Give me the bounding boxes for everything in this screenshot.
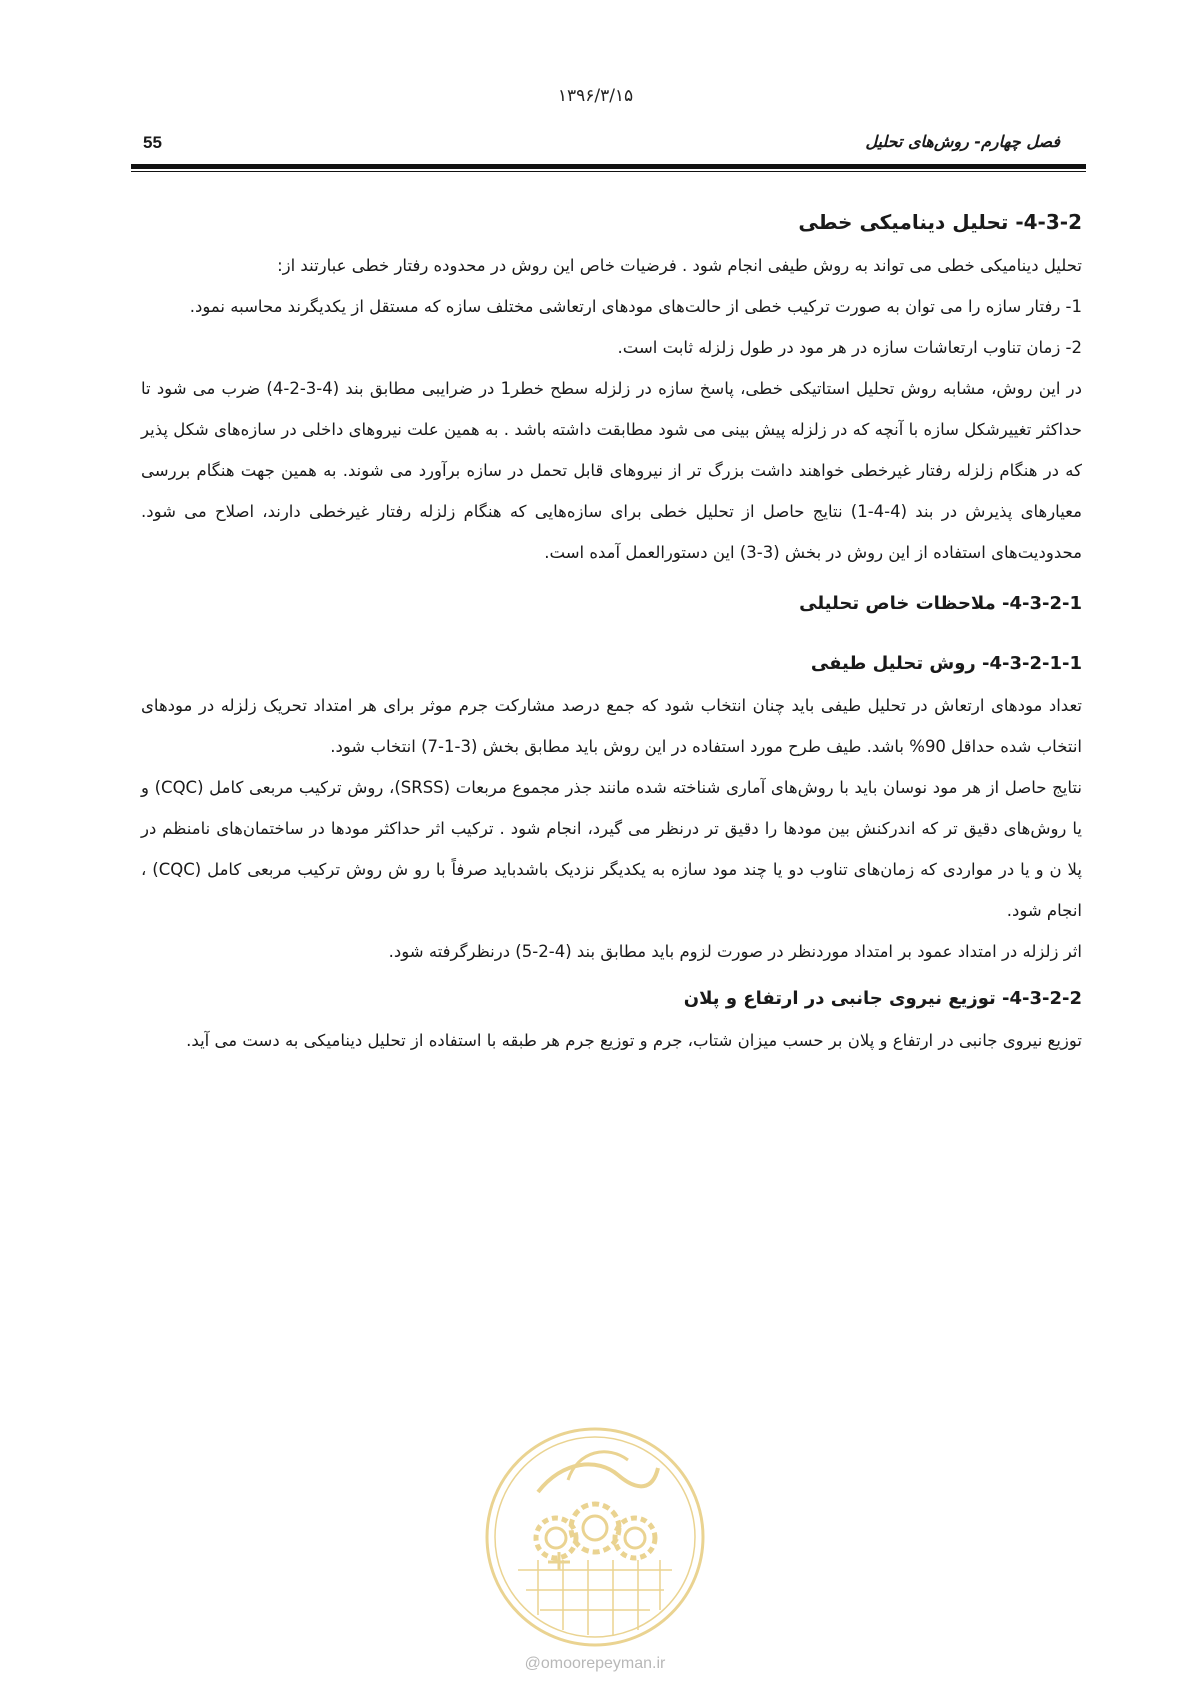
chapter-title: فصل چهارم- روش‌های تحلیل	[865, 132, 1060, 151]
section-heading-4-3-2-1-1: 4-3-2-1-1- روش تحلیل طیفی	[810, 653, 1082, 674]
paragraph: توزیع نیروی جانبی در ارتفاع و پلان بر حسب میزان شتاب، جرم و توزیع جرم هر طبقه با استفاده از تحلیل دینامیکی به دست می آید.	[186, 1031, 1082, 1050]
paragraph: تعداد مودهای ارتعاش در تحلیل طیفی باید چنان انتخاب شود که جمع درصد مشارکت جرم موثر برای هر امتداد تحریک زلزله در مودهای انتخاب شده حداقل 90% باشد. طیف طرح مورد استفاده در این روش باید مطابق بخش (3-1-7) انتخاب شود.	[141, 696, 1082, 756]
watermark-seal-icon	[478, 1420, 712, 1654]
page-body	[141, 205, 1082, 1061]
header-rule-thick	[131, 164, 1086, 169]
watermark-url-text: omoorepeyman.ir	[540, 1655, 666, 1672]
section-heading-4-3-2: 4-3-2- تحلیل دینامیکی خطی	[798, 210, 1082, 234]
paragraph: نتایج حاصل از هر مود نوسان باید با روش‌های آماری شناخته شده مانند جذر مجموع مربعات (SRSS)، روش ترکیب مربعی کامل (CQC) و یا روش‌های دقیق تر که اندرکنش بین مودها را دقیق تر درنظر می گیرد، انجام شود . ترکیب اثر حداکثر مودها در ساختمان‌های نامنظم در پلا ن و یا در مواردی که زمان‌های تناوب دو یا چند مود سازه به یکدیگر نزدیک باشدباید صرفاً با رو ش روش ترکیب مربعی کامل (CQC) ، انجام شود.	[141, 778, 1082, 920]
watermark-logo	[478, 1420, 712, 1654]
paragraph: تحلیل دینامیکی خطی می تواند به روش طیفی انجام شود . فرضیات خاص این روش در محدوده رفتار خطی عبارتند از:	[277, 256, 1082, 275]
header-rule-thin	[131, 171, 1086, 172]
list-item-1: 1- رفتار سازه را می توان به صورت ترکیب خطی از حالت‌های مودهای ارتعاشی مختلف سازه که مستقل از یکدیگرند محاسبه نمود.	[189, 297, 1082, 316]
section-heading-4-3-2-2: 4-3-2-2- توزیع نیروی جانبی در ارتفاع و پلان	[683, 988, 1082, 1009]
paragraph: اثر زلزله در امتداد عمود بر امتداد موردنظر در صورت لزوم باید مطابق بند (4-2-5) درنظرگرفته شود.	[388, 942, 1082, 961]
page-date: ۱۳۹۶/۳/۱۵	[557, 86, 634, 106]
list-item-2: 2- زمان تناوب ارتعاشات سازه در هر مود در طول زلزله ثابت است.	[617, 338, 1082, 357]
paragraph: در این روش، مشابه روش تحلیل استاتیکی خطی، پاسخ سازه در زلزله سطح خطر1 در ضرایبی مطابق بند (4-3-2-4) ضرب می شود تا حداکثر تغییرشکل سازه با آنچه که در زلزله پیش بینی می شود مطابقت داشته باشد . به همین علت نیروهای داخلی در سازه‌های شکل پذیر که در هنگام زلزله رفتار غیرخطی خواهند داشت بزرگ تر از نیروهای قابل تحمل در سازه برآورد می شوند. به همین جهت هنگام بررسی معیارهای پذیرش در بند (4-4-1) نتایج حاصل از تحلیل خطی برای سازه‌هایی که هنگام زلزله رفتار غیرخطی دارند، اصلاح می شود. محدودیت‌های استفاده از این روش در بخش (3-3) این دستورالعمل آمده است.	[141, 379, 1082, 562]
watermark-url	[480, 1655, 710, 1673]
at-icon: @	[524, 1655, 541, 1672]
section-heading-4-3-2-1: 4-3-2-1- ملاحظات خاص تحلیلی	[799, 593, 1082, 614]
page-number: 55	[143, 133, 162, 152]
